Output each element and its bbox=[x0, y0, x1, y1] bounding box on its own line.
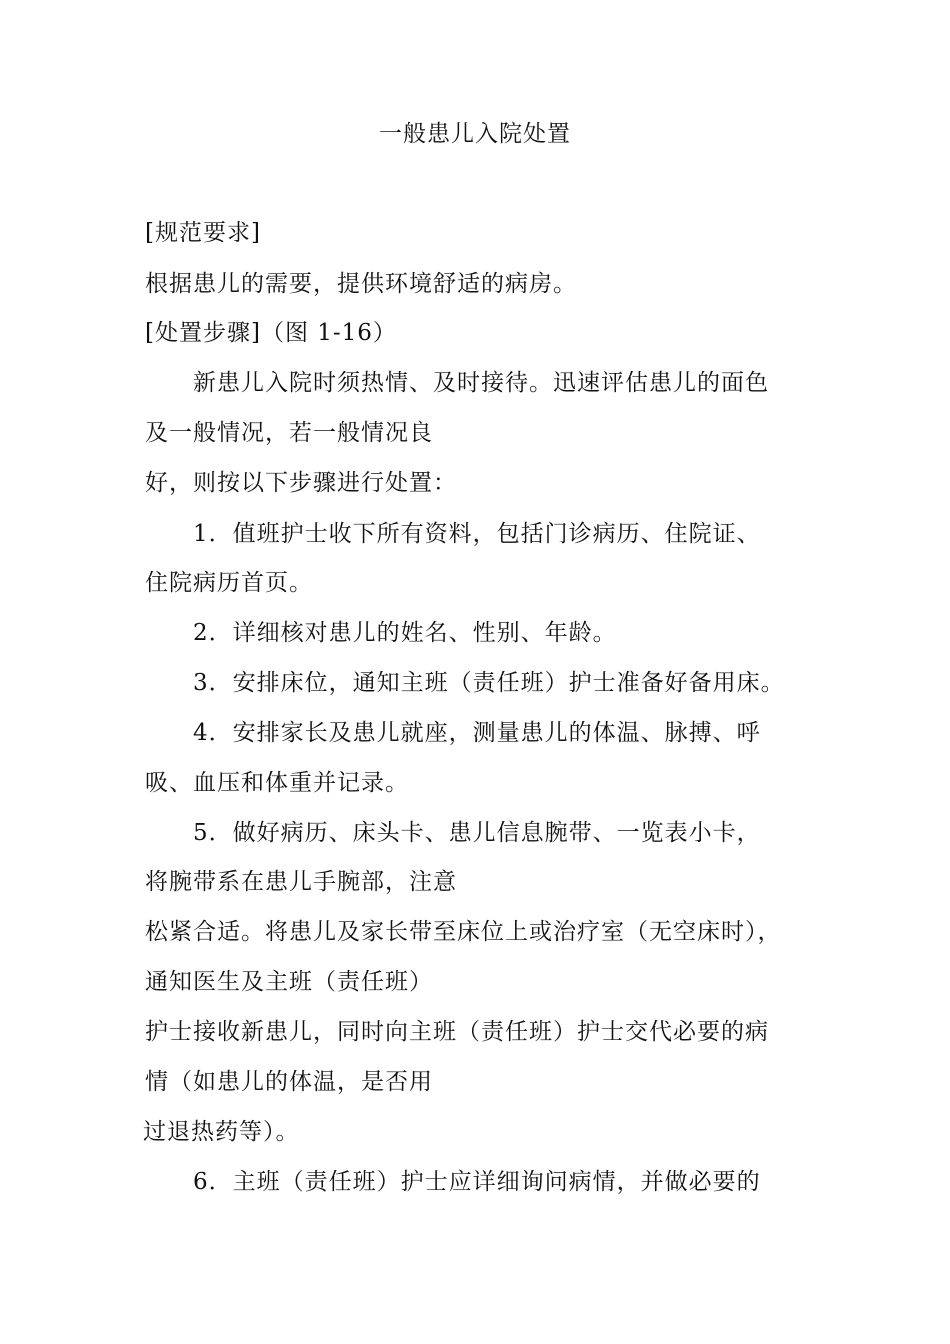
section-heading-steps: [处置步骤]（图 1-16） bbox=[145, 320, 397, 346]
paragraph-line: 好，则按以下步骤进行处置： bbox=[145, 470, 457, 496]
list-item-4: 4．安排家长及患儿就座，测量患儿的体温、脉搏、呼 bbox=[193, 720, 761, 746]
list-item-1-continued: 住院病历首页。 bbox=[145, 570, 313, 596]
paragraph-line: 新患儿入院时须热情、及时接待。迅速评估患儿的面色 bbox=[193, 370, 769, 396]
list-item-6: 6．主班（责任班）护士应详细询问病情，并做必要的 bbox=[193, 1169, 761, 1195]
list-item-2: 2．详细核对患儿的姓名、性别、年龄。 bbox=[193, 620, 617, 646]
list-item-5-continued: 将腕带系在患儿手腕部，注意 bbox=[145, 869, 457, 895]
list-item-5: 5．做好病历、床头卡、患儿信息腕带、一览表小卡， bbox=[193, 820, 761, 846]
document-title: 一般患儿入院处置 bbox=[379, 121, 571, 147]
list-item-5-continued: 情（如患儿的体温，是否用 bbox=[145, 1069, 433, 1095]
list-item-5-continued: 护士接收新患儿，同时向主班（责任班）护士交代必要的病 bbox=[145, 1019, 769, 1045]
section-heading-requirements: [规范要求] bbox=[145, 220, 261, 246]
list-item-1: 1．值班护士收下所有资料，包括门诊病历、住院证、 bbox=[193, 521, 761, 547]
list-item-5-continued: 松紧合适。将患儿及家长带至床位上或治疗室（无空床时）， bbox=[145, 919, 782, 945]
list-item-5-continued: 过退热药等）。 bbox=[143, 1119, 300, 1145]
paragraph-line: 及一般情况，若一般情况良 bbox=[145, 420, 433, 446]
list-item-4-continued: 吸、血压和体重并记录。 bbox=[145, 770, 409, 796]
list-item-3: 3．安排床位，通知主班（责任班）护士准备好备用床。 bbox=[193, 670, 785, 696]
paragraph-line: 根据患儿的需要，提供环境舒适的病房。 bbox=[145, 271, 577, 297]
list-item-5-continued: 通知医生及主班（责任班） bbox=[145, 969, 433, 995]
